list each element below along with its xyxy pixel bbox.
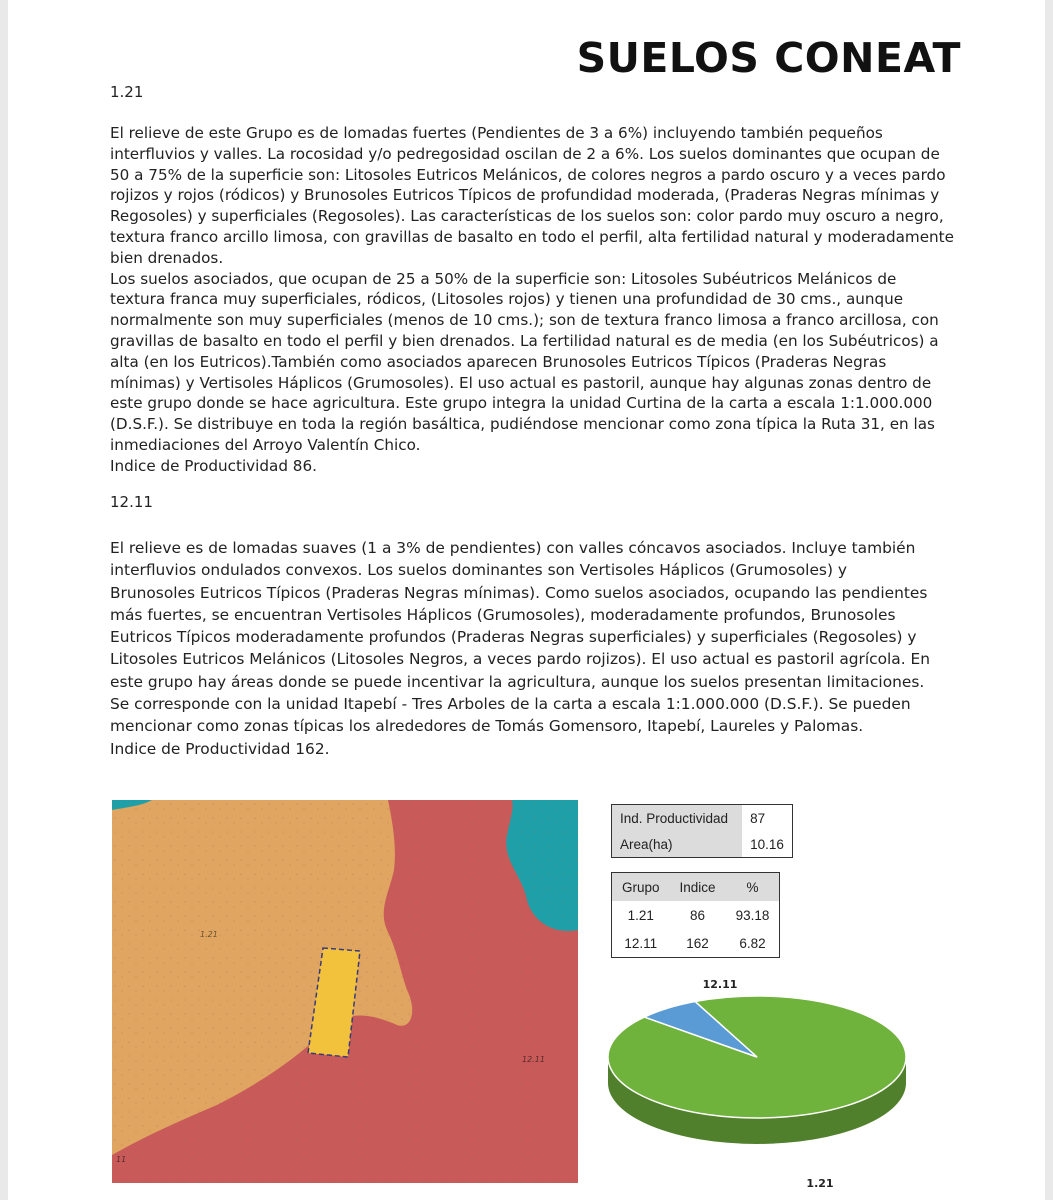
column-header-percent: % [726, 873, 780, 902]
cell-index: 162 [686, 935, 709, 951]
column-header-grupo: Grupo [612, 873, 670, 902]
productivity-value: 87 [742, 805, 792, 832]
page-title: SUELOS CONEAT [576, 34, 961, 82]
table-row [612, 831, 793, 858]
pie-label-12-11: 12.11 [702, 978, 738, 991]
group-description-12-11 [110, 537, 930, 760]
table-row [612, 929, 780, 958]
table-header-row [612, 873, 780, 902]
document-page [8, 0, 1045, 1200]
groups-table [611, 872, 780, 958]
productivity-index-text: Indice de Productividad 162. [110, 739, 330, 758]
summary-table [611, 804, 793, 858]
table-row [612, 805, 793, 832]
area-value: 10.16 [742, 831, 792, 858]
cell-percent: 93.18 [735, 907, 770, 923]
paragraph: El relieve es de lomadas suaves (1 a 3% de pendientes) con valles cóncavos asociados. Incluye también interfluvios ondulados convexos. Los suelos dominantes son Vertisoles Háplicos (Grumosoles) y Brunosoles Eutricos Típicos (Praderas Negras mínimas). Como suelos asociados, ocupando las pendientes más fuertes, se encuentran Vertisoles Háplicos (Grumosoles), moderadamente profundos, Brunosoles Eutricos Típicos moderadamente profundos (Praderas Negras superficiales) y superficiales (Regosoles) y Litosoles Eutricos Melánicos (Litosoles Negros, a veces pardo rojizos). El uso actual es pastoril agrícola. En este grupo hay áreas donde se puede incentivar la agricultura, aunque los suelos presentan limitaciones. Se corresponde con la unidad Itapebí - Tres Arboles de la carta a escala 1:1.000.000 (D.S.F.). Se pueden mencionar como zonas típicas los alrededores de Tomás Gomensoro, Itapebí, Laureles y Palomas. [110, 539, 930, 736]
area-label: Area(ha) [612, 831, 743, 858]
cell-index: 86 [690, 907, 706, 923]
map-label-1-21: 1.21 [200, 930, 218, 939]
soil-map [112, 800, 578, 1183]
map-label-12-11: 12.11 [522, 1055, 545, 1064]
table-row [612, 901, 780, 929]
paragraph: El relieve de este Grupo es de lomadas fuertes (Pendientes de 3 a 6%) incluyendo también pequeños interfluvios y valles. La rocosidad y/o pedregosidad oscilan de 2 a 6%. Los suelos dominantes que ocupan de 50 a 75% de la superficie son: Litosoles Eutricos Melánicos, de colores negros a pardo oscuro y a veces pardo rojizos y rojos (ródicos) y Brunosoles Eutricos Típicos de profundidad moderada, (Praderas Negras mínimas y Regosoles) y superficiales (Regosoles). Las características de los suelos son: color pardo muy oscuro a negro, textura franco arcillo limosa, con gravillas de basalto en todo el perfil, alta fertilidad natural y moderadamente bien drenados. [110, 124, 954, 267]
group-code-1-21: 1.21 [110, 83, 144, 101]
group-code-12-11: 12.11 [110, 493, 153, 511]
pie-label-1-21: 1.21 [806, 1177, 834, 1190]
paragraph: Los suelos asociados, que ocupan de 25 a 50% de la superficie son: Litosoles Subéutricos Melánicos de textura franca muy superficiales, ródicos, (Litosoles rojos) y tienen una profundidad de 30 cms., aunque normalmente son muy superficiales (menos de 10 cms.); son de textura franco limosa a franco arcillosa, con gravillas de basalto en todo el perfil y bien drenados. La fertilidad natural es de media (en los Subéutricos) a alta (en los Eutricos).También como asociados aparecen Brunosoles Eutricos Típicos (Praderas Negras mínimas) y Vertisoles Háplicos (Grumosoles). El uso actual es pastoril, aunque hay algunas zonas dentro de este grupo donde se hace agricultura. Este grupo integra la unidad Curtina de la carta a escala 1:1.000.000 (D.S.F.). Se distribuye en toda la región basáltica, pudiéndose mencionar como zona típica la Ruta 31, en las inmediaciones del Arroyo Valentín Chico. [110, 269, 939, 454]
cell-group: 12.11 [624, 935, 658, 951]
productivity-label: Ind. Productividad [612, 805, 743, 832]
cell-group: 1.21 [627, 907, 654, 923]
group-description-1-21 [110, 123, 955, 477]
column-header-indice: Indice [670, 873, 726, 902]
cell-percent: 6.82 [739, 935, 766, 951]
productivity-index-text: Indice de Productividad 86. [110, 456, 317, 475]
map-label-corner: 11 [116, 1155, 127, 1164]
soil-share-pie-chart [606, 972, 922, 1194]
